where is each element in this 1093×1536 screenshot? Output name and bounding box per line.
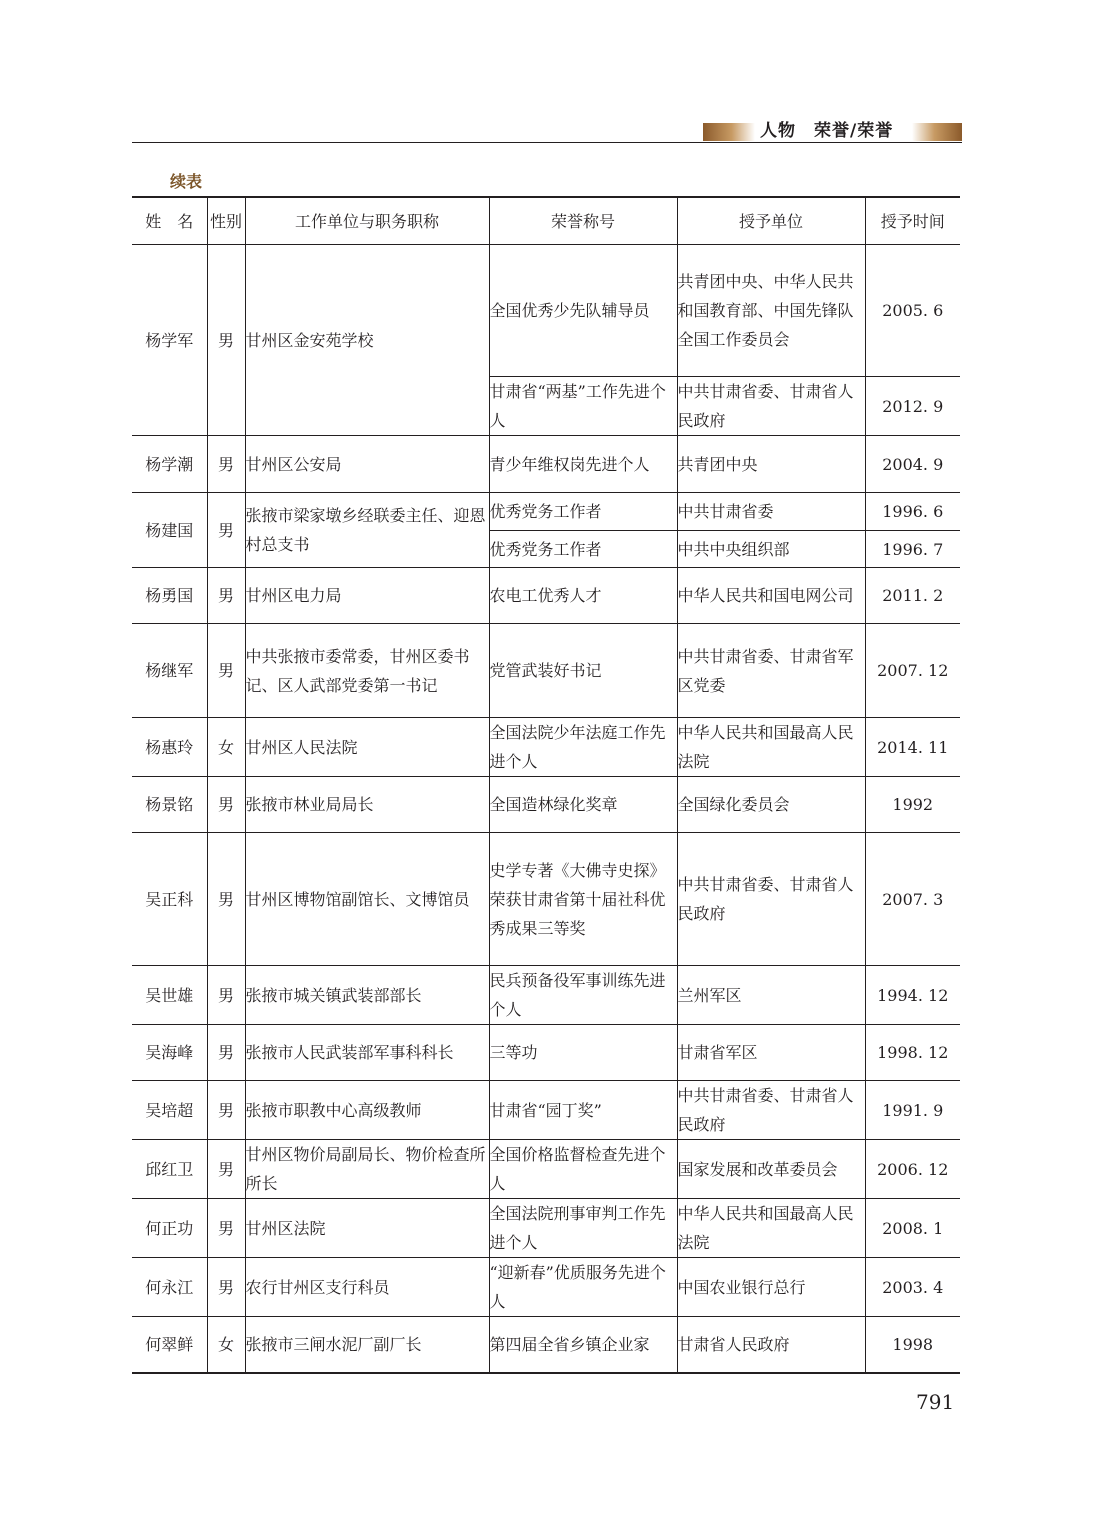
person-gender: 男 [207,1025,245,1081]
person-gender: 男 [207,833,245,966]
person-gender: 男 [207,493,245,568]
person-name: 吴海峰 [132,1025,207,1081]
award-date: 1998 [865,1317,960,1373]
person-name: 杨建国 [132,493,207,568]
table-body [132,245,960,1373]
table-row [132,1081,960,1140]
person-gender: 女 [207,1317,245,1373]
award-date: 2008. 1 [865,1199,960,1258]
honor-title: 全国优秀少先队辅导员 [489,245,677,377]
column-header-honor: 荣誉称号 [489,197,677,245]
person-gender: 男 [207,568,245,624]
honor-title: 甘肃省“园丁奖” [489,1081,677,1140]
work-unit: 张掖市城关镇武装部部长 [245,966,489,1025]
person-name: 杨惠玲 [132,718,207,777]
person-name: 何永江 [132,1258,207,1317]
column-header-name: 姓 名 [132,197,207,245]
award-date: 2006. 12 [865,1140,960,1199]
person-name: 杨景铭 [132,777,207,833]
work-unit: 张掖市三闸水泥厂副厂长 [245,1317,489,1373]
person-gender: 男 [207,1140,245,1199]
awarding-body: 中华人民共和国电网公司 [677,568,865,624]
person-name: 杨继军 [132,624,207,718]
person-name: 杨勇国 [132,568,207,624]
awarding-body: 中共中央组织部 [677,531,865,568]
honor-title: 三等功 [489,1025,677,1081]
honor-title: 全国造林绿化奖章 [489,777,677,833]
work-unit: 甘州区公安局 [245,436,489,493]
awarding-body: 全国绿化委员会 [677,777,865,833]
person-gender: 女 [207,718,245,777]
work-unit: 张掖市人民武装部军事科科长 [245,1025,489,1081]
person-gender: 男 [207,1199,245,1258]
honor-title: 史学专著《大佛寺史探》荣获甘肃省第十届社科优秀成果三等奖 [489,833,677,966]
awarding-body: 共青团中央 [677,436,865,493]
header-rule [132,142,962,143]
work-unit: 甘州区博物馆副馆长、文博馆员 [245,833,489,966]
person-gender: 男 [207,966,245,1025]
work-unit: 张掖市梁家墩乡经联委主任、迎恩村总支书 [245,493,489,568]
person-name: 吴世雄 [132,966,207,1025]
person-name: 吴正科 [132,833,207,966]
awarding-body: 甘肃省军区 [677,1025,865,1081]
table-header-row [132,197,960,245]
award-date: 2005. 6 [865,245,960,377]
honor-title: 农电工优秀人才 [489,568,677,624]
award-date: 1994. 12 [865,966,960,1025]
work-unit: 农行甘州区支行科员 [245,1258,489,1317]
honor-title: 第四届全省乡镇企业家 [489,1317,677,1373]
awarding-body: 中共甘肃省委、甘肃省军区党委 [677,624,865,718]
person-name: 何翠鲜 [132,1317,207,1373]
table-row [132,833,960,966]
award-date: 2012. 9 [865,377,960,436]
award-date: 1998. 12 [865,1025,960,1081]
person-name: 邱红卫 [132,1140,207,1199]
header-accent-right [912,123,962,141]
honor-title: 全国价格监督检查先进个人 [489,1140,677,1199]
award-date: 2007. 3 [865,833,960,966]
awarding-body: 中共甘肃省委、甘肃省人民政府 [677,1081,865,1140]
award-date: 1996. 6 [865,493,960,531]
work-unit: 甘州区电力局 [245,568,489,624]
honor-title: 优秀党务工作者 [489,531,677,568]
awarding-body: 中共甘肃省委 [677,493,865,531]
award-date: 1992 [865,777,960,833]
person-gender: 男 [207,1258,245,1317]
table-row [132,1140,960,1199]
header-accent-left [703,123,755,141]
person-name: 何正功 [132,1199,207,1258]
table-row [132,245,960,377]
honor-title: 民兵预备役军事训练先进个人 [489,966,677,1025]
table-row [132,436,960,493]
award-date: 2004. 9 [865,436,960,493]
table-row [132,1199,960,1258]
work-unit: 张掖市林业局局长 [245,777,489,833]
table-row [132,1258,960,1317]
honor-title: 优秀党务工作者 [489,493,677,531]
awarding-body: 中华人民共和国最高人民法院 [677,1199,865,1258]
work-unit: 甘州区物价局副局长、物价检查所所长 [245,1140,489,1199]
column-header-issuer: 授予单位 [677,197,865,245]
award-date: 2011. 2 [865,568,960,624]
honor-title: 全国法院刑事审判工作先进个人 [489,1199,677,1258]
page-number: 791 [916,1390,955,1414]
person-gender: 男 [207,436,245,493]
person-gender: 男 [207,777,245,833]
honor-title: 青少年维权岗先进个人 [489,436,677,493]
honor-title: 全国法院少年法庭工作先进个人 [489,718,677,777]
table-row [132,777,960,833]
honor-title: 党管武装好书记 [489,624,677,718]
award-date: 2014. 11 [865,718,960,777]
award-date: 1991. 9 [865,1081,960,1140]
continued-table-label: 续表 [170,172,203,191]
awarding-body: 中共甘肃省委、甘肃省人民政府 [677,377,865,436]
awarding-body: 中华人民共和国最高人民法院 [677,718,865,777]
person-gender: 男 [207,624,245,718]
table-row [132,568,960,624]
table-row [132,718,960,777]
column-header-gender: 性别 [207,197,245,245]
award-date: 2007. 12 [865,624,960,718]
awarding-body: 兰州军区 [677,966,865,1025]
table-row [132,1317,960,1373]
table-row [132,493,960,531]
column-header-date: 授予时间 [865,197,960,245]
person-name: 杨学潮 [132,436,207,493]
award-date: 2003. 4 [865,1258,960,1317]
person-name: 吴培超 [132,1081,207,1140]
running-header: 人物 荣誉/荣誉 [760,121,894,141]
awarding-body: 共青团中央、中华人民共和国教育部、中国先锋队全国工作委员会 [677,245,865,377]
person-name: 杨学军 [132,245,207,436]
person-gender: 男 [207,245,245,436]
honors-table [132,196,960,1374]
work-unit: 中共张掖市委常委，甘州区委书记、区人武部党委第一书记 [245,624,489,718]
column-header-unit: 工作单位与职务职称 [245,197,489,245]
work-unit: 甘州区金安苑学校 [245,245,489,436]
table-row [132,1025,960,1081]
honor-title: “迎新春”优质服务先进个人 [489,1258,677,1317]
awarding-body: 中共甘肃省委、甘肃省人民政府 [677,833,865,966]
table-row [132,624,960,718]
award-date: 1996. 7 [865,531,960,568]
person-gender: 男 [207,1081,245,1140]
work-unit: 甘州区人民法院 [245,718,489,777]
work-unit: 张掖市职教中心高级教师 [245,1081,489,1140]
awarding-body: 国家发展和改革委员会 [677,1140,865,1199]
awarding-body: 甘肃省人民政府 [677,1317,865,1373]
honor-title: 甘肃省“两基”工作先进个人 [489,377,677,436]
work-unit: 甘州区法院 [245,1199,489,1258]
table-row [132,966,960,1025]
awarding-body: 中国农业银行总行 [677,1258,865,1317]
